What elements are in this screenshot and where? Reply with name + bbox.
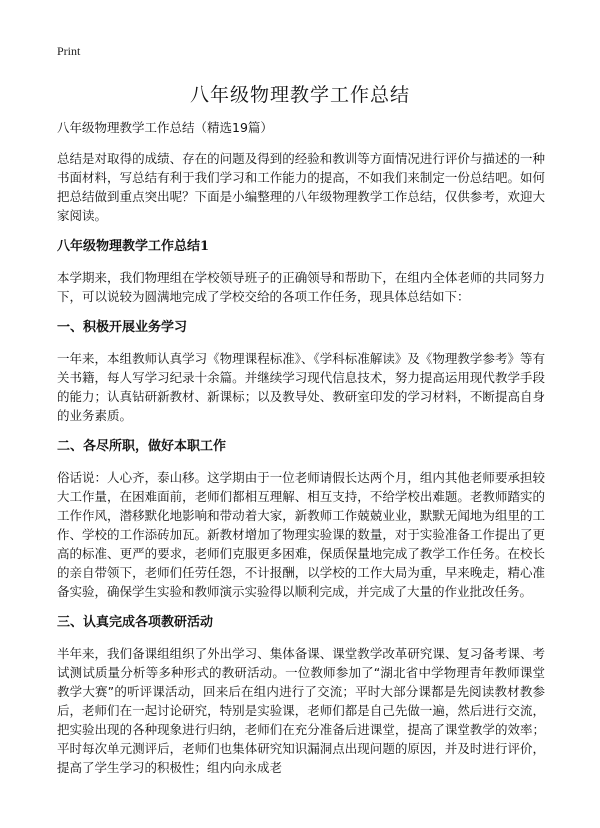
heading-2: 二、各尽所职，做好本职工作 [57, 439, 227, 454]
document-subtitle: 八年级物理教学工作总结（精选19篇） [57, 120, 273, 135]
paragraph-2: 俗话说：人心齐，泰山移。这学期由于一位老师请假长达两个月，组内其他老师要承担较大工作量，在困难面前，老师们都相互理解、相互支持，不给学校出难题。老教师踏实的工作作风，潜移默化地影响和带动着大家，新教师工作兢兢业业，默默无闻地为组里的工作、学校的工作添砖加瓦。新教材增加了物理实验课的数量，对于实验准备工作提出了更高的标准、更严的要求，老师们克服更多困难，保质保量地完成了教学工作任务。在校长的亲自带领下，老师们任劳任怨，不计报酬，以学校的工作大局为重，早来晚走，精心准备实验，确保学生实验和教师演示实验得以顺利完成，并完成了大量的作业批改任务。 [57, 470, 545, 599]
intro-paragraph: 总结是对取得的成绩、存在的问题及得到的经验和教训等方面情况进行评价与描述的一种书面材料，写总结有利于我们学习和工作能力的提高，不如我们来制定一份总结吧。如何把总结做到重点突出呢？下面是小编整理的八年级物理教学工作总结，仅供参考，欢迎大家阅读。 [57, 151, 545, 223]
heading-3: 三、认真完成各项教研活动 [57, 615, 214, 630]
paragraph-1: 一年来，本组教师认真学习《物理课程标准》、《学科标准解读》及《物理教学参考》等有关书籍，每人写学习纪录十余篇。并继续学习现代信息技术，努力提高运用现代教学手段的能力；认真钻研新教材、新课标；以及教导处、教研室印发的学习材料，不断提高自身的业务素质。 [57, 351, 545, 423]
section-title: 八年级物理教学工作总结1 [57, 239, 210, 254]
section-intro-paragraph: 本学期来，我们物理组在学校领导班子的正确领导和帮助下，在组内全体老师的共同努力下，可以说较为圆满地完成了学校交给的各项工作任务，现具体总结如下： [57, 270, 545, 304]
print-link[interactable]: Print [57, 44, 81, 58]
heading-1: 一、积极开展业务学习 [57, 320, 188, 335]
paragraph-3: 半年来，我们备课组组织了外出学习、集体备课、课堂教学改革研究课、复习备考课、考试测试质量分析等多种形式的教研活动。一位教师参加了“湖北省中学物理青年教师课堂教学大赛”的听评课活动，回来后在组内进行了交流；平时大部分课都是先阅读教材教参后，老师们在一起讨论研究，特别是实验课，老师们都是自己先做一遍，然后进行交流，把实验出现的各种现象进行归纳，老师们在充分准备后进课堂，提高了课堂教学的效率；平时每次单元测评后，老师们也集体研究知识漏洞点出现问题的原因，并及时进行评价，提高了学生学习的积极性；组内向永成老 [57, 646, 545, 775]
document-body [57, 118, 545, 789]
page-title: 八年级物理教学工作总结 [189, 84, 410, 106]
